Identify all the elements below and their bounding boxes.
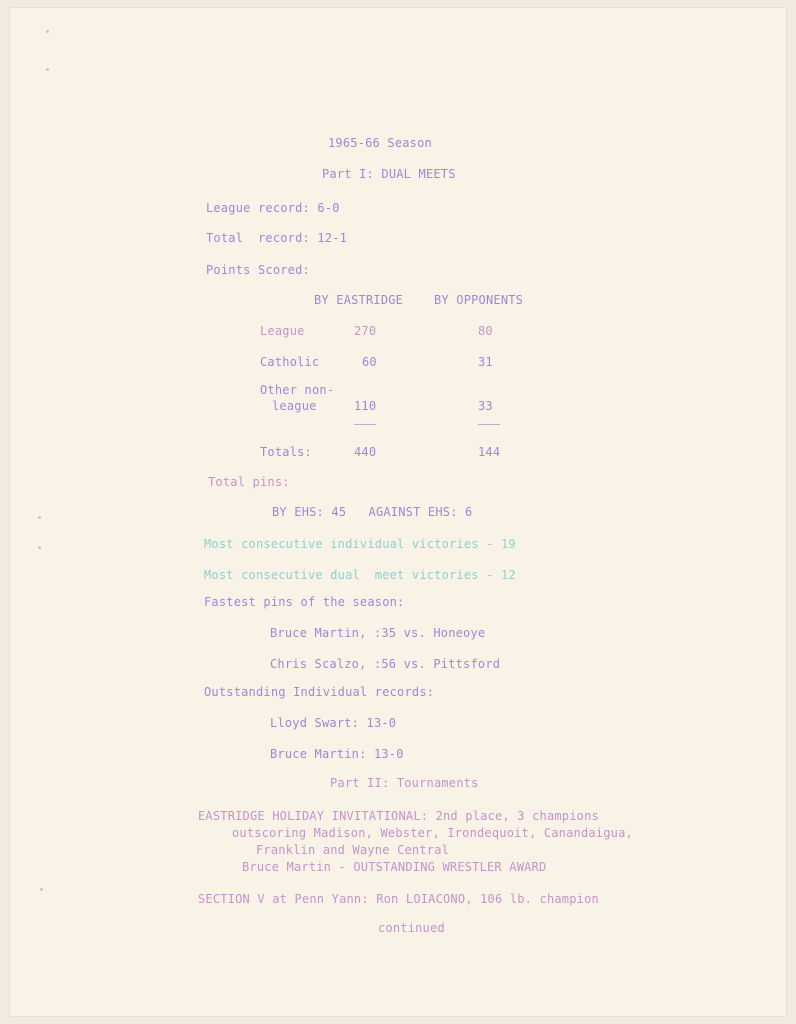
records-heading: Outstanding Individual records: — [204, 685, 435, 699]
punch-mark — [38, 516, 41, 519]
totals-opponents: 144 — [478, 445, 501, 459]
individual-record: Bruce Martin: 13-0 — [270, 747, 404, 761]
league-record: League record: 6-0 — [206, 201, 340, 215]
consecutive-individual: Most consecutive individual victories - 19 — [204, 537, 516, 551]
section-v-line: SECTION V at Penn Yann: Ron LOIACONO, 106 lb. champion — [198, 892, 599, 906]
part2-title: Part II: Tournaments — [330, 776, 479, 790]
row-other-eastridge: 110 — [354, 399, 377, 413]
row-catholic-eastridge: 60 — [362, 355, 377, 369]
row-league-opponents: 80 — [478, 324, 493, 338]
invitational-line: Franklin and Wayne Central — [256, 843, 450, 857]
sum-rule — [478, 424, 500, 425]
pins-line: BY EHS: 45 AGAINST EHS: 6 — [272, 505, 473, 519]
punch-mark — [40, 888, 43, 891]
punch-mark — [46, 68, 49, 71]
row-label-league: League — [260, 324, 305, 338]
col-header-eastridge: BY EASTRIDGE — [314, 293, 404, 307]
sum-rule — [354, 424, 376, 425]
fastest-item: Chris Scalzo, :56 vs. Pittsford — [270, 657, 501, 671]
row-catholic-opponents: 31 — [478, 355, 493, 369]
season-title: 1965-66 Season — [328, 136, 432, 150]
punch-mark — [46, 30, 49, 33]
individual-record: Lloyd Swart: 13-0 — [270, 716, 397, 730]
row-league-eastridge: 270 — [354, 324, 377, 338]
total-record: Total record: 12-1 — [206, 231, 348, 245]
invitational-line: Bruce Martin - OUTSTANDING WRESTLER AWARD — [242, 860, 547, 874]
invitational-line: EASTRIDGE HOLIDAY INVITATIONAL: 2nd place, 3 champions — [198, 809, 599, 823]
consecutive-dual: Most consecutive dual meet victories - 12 — [204, 568, 516, 582]
document-page — [10, 8, 786, 1016]
row-other-opponents: 33 — [478, 399, 493, 413]
fastest-item: Bruce Martin, :35 vs. Honeoye — [270, 626, 486, 640]
part1-title: Part I: DUAL MEETS — [322, 167, 456, 181]
col-header-opponents: BY OPPONENTS — [434, 293, 524, 307]
row-label-catholic: Catholic — [260, 355, 320, 369]
punch-mark — [38, 546, 41, 549]
pins-heading: Total pins: — [208, 475, 290, 489]
totals-eastridge: 440 — [354, 445, 377, 459]
fastest-heading: Fastest pins of the season: — [204, 595, 405, 609]
invitational-line: outscoring Madison, Webster, Irondequoit, Canandaigua, — [232, 826, 633, 840]
row-label-other-line2: league — [272, 399, 317, 413]
points-heading: Points Scored: — [206, 263, 310, 277]
continued-label: continued — [378, 921, 445, 935]
totals-label: Totals: — [260, 445, 312, 459]
row-label-other-line1: Other non- — [260, 383, 335, 397]
